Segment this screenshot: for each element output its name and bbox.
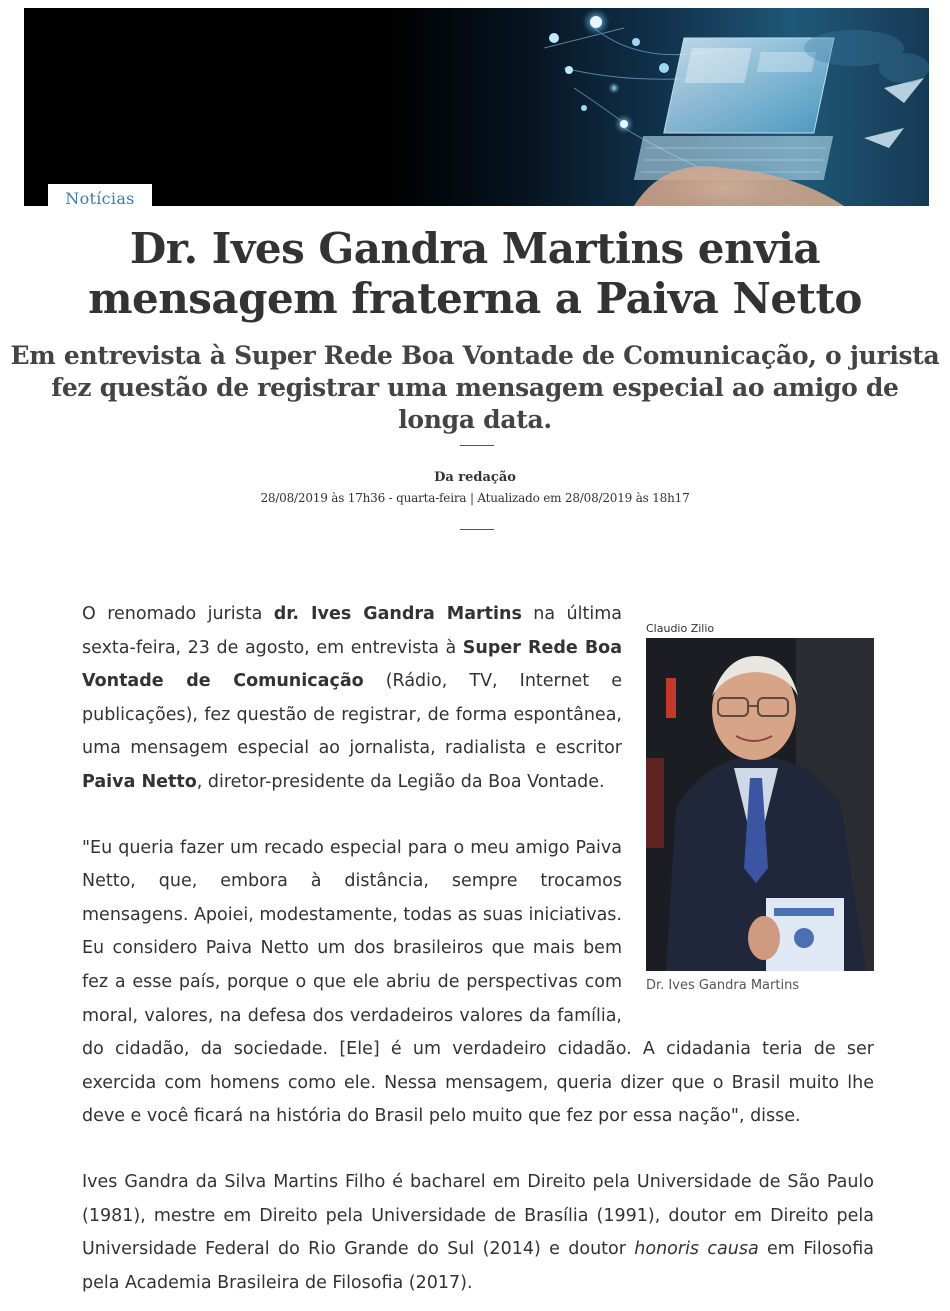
- p1-text-1: O renomado jurista: [82, 604, 274, 624]
- p3-text-2: em Filosofia pela Academia Brasileira de Filosofia (2017).: [82, 1239, 874, 1293]
- paragraph-2: "Eu queria fazer um recado especial para o meu amigo Paiva Netto, que, embora à distância, sempre trocamos mensagens. Apoiei, modestamente, todas as suas iniciativas. Eu considero Paiva Netto um dos brasileiros que mais bem fez a esse país, porque o que ele abriu de perspectivas com moral, valores, na defesa dos verdadeiros valores da família, do cidadão, da sociedade. [Ele] é um verdadeiro cidadão. A cidadania teria de ser exercida com homens como ele. Nessa mensagem, queria dizer que o Brasil muito lhe deve e você ficará na história do Brasil pelo muito que fez por essa nação", disse.: [82, 837, 874, 1127]
- p1-bold-paiva: Paiva Netto: [82, 771, 197, 792]
- p3-text-1: Ives Gandra da Silva Martins Filho é bacharel em Direito pela Universidade de São Paulo (1981), mestre em Direito pela Universidade de Brasília (1991), doutor em Direito pela Universidade Federal do Rio Grande do Sul (2014) e doutor: [82, 1171, 874, 1260]
- article-figure: [646, 620, 874, 999]
- portrait-photo[interactable]: [646, 638, 874, 971]
- p1-bold-network: Super Rede Boa Vontade de Comunicação: [82, 637, 622, 692]
- p1-text-2: na última sexta-feira, 23 de agosto, em entrevista à: [82, 604, 623, 658]
- byline: Da redação: [434, 470, 516, 485]
- p3-italic: honoris causa: [634, 1239, 759, 1260]
- photo-caption: Dr. Ives Gandra Martins: [646, 978, 800, 993]
- paragraph-3: [82, 1166, 874, 1300]
- dateline: 28/08/2019 às 17h36 - quarta-feira | Atualizado em 28/08/2019 às 18h17: [260, 491, 690, 505]
- article-body: [82, 598, 874, 1311]
- hero-illustration: [24, 8, 929, 206]
- divider-top: [460, 445, 494, 446]
- p1-bold-name: dr. Ives Gandra Martins: [273, 604, 522, 624]
- article-title: Dr. Ives Gandra Martins envia mensagem fraterna a Paiva Netto: [88, 224, 862, 323]
- hero-banner: [24, 8, 929, 206]
- divider-bottom: [460, 529, 494, 530]
- category-tag[interactable]: Notícias: [48, 184, 152, 214]
- p1-text-3: (Rádio, TV, Internet e publicações), fez questão de registrar, de forma espontânea, uma mensagem especial ao jornalista, radialista e escritor: [82, 671, 623, 759]
- article-subtitle: Em entrevista à Super Rede Boa Vontade de Comunicação, o jurista fez questão de registrar uma mensagem especial ao amigo de longa data.: [10, 341, 940, 434]
- p1-text-4: , diretor-presidente da Legião da Boa Vontade.: [196, 771, 605, 792]
- photo-credit: Claudio Zilio: [646, 622, 715, 635]
